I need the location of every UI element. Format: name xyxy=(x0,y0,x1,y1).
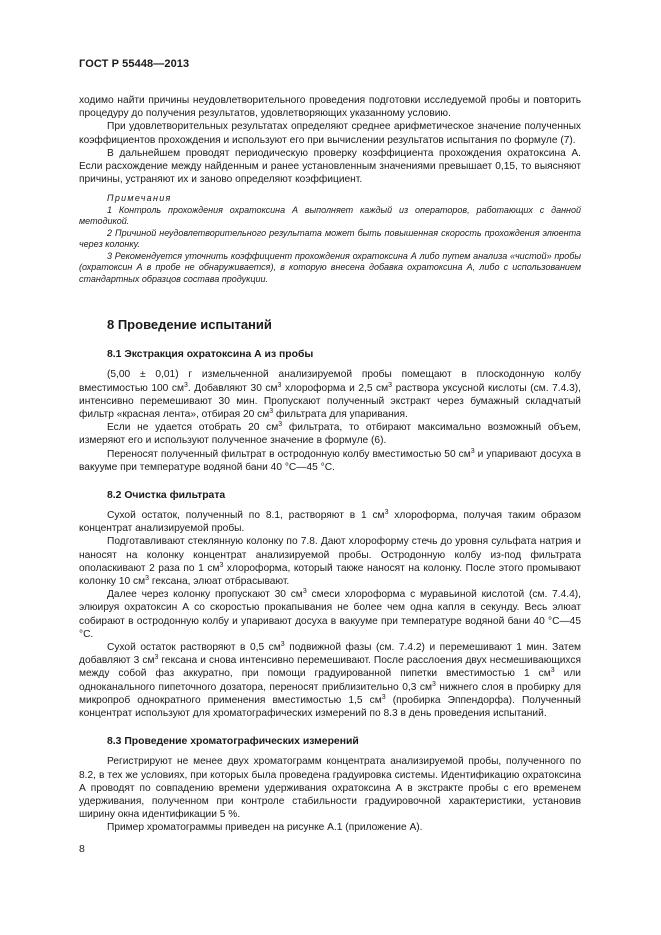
paragraph: Сухой остаток растворяют в 0,5 $см^3$ подвижной фазы (см. 7.4.2) и перемешивают 1 мин. Затем добавляют 3 $см^3$ гексана и снова интенсивно перемешивают. После расслоения двух несмешивающихся между собой фаз аккуратно, при помощи градуированной пипетки вместимостью 1 $см^3$ или одноканального пипеточного дозатора, переносят приблизительно 0,3 $см^3$ нижнего слоя в пробирку для микропроб однократного применения вместимостью 1,5 $см^3$ (пробирка Эппендорфа). Полученный концентрат используют для хроматографических измерений по 8.3 в день проведения испытаний. xyxy=(79,641,582,720)
paragraph: Регистрируют не менее двух хроматограмм концентрата анализируемой пробы, полученного по 8.2, в тех же условиях, при которых была проведена градуировка системы. Идентификацию охратоксина А проводят по совпадению времени удерживания охратоксина А в экстракте пробы с его временем удерживания, полученном при контроле стабильности градуировочной характеристики, установив ширину окна идентификации 5 %. xyxy=(79,756,581,821)
note-item: 2 Причиной неудовлетворительного результата может быть повышенная скорость прохождения элюента через колонку. xyxy=(79,227,581,250)
subsection-title: 8.3 Проведение хроматографических измерений xyxy=(107,736,359,748)
notes-title: Примечания xyxy=(107,193,172,204)
paragraph: (5,00 ± 0,01) г измельченной анализируемой пробы помещают в плоскодонную колбу вместимостью 100 $см^3$. Добавляют 30 $см^3$ хлороформа и 2,5 $см^3$ раствора уксусной кислоты (см. 7.4.3), интенсивно перемешивают 30 мин. Пропускают полученный экстракт через бумажный складчатый фильтр «красная лента», отбирая 20 $см^3$ фильтрата для упаривания. xyxy=(79,369,581,421)
section-title: 8 Проведение испытаний xyxy=(107,317,272,333)
document-header: ГОСТ Р 55448—2013 xyxy=(79,58,190,70)
paragraph: Переносят полученный фильтрат в остродонную колбу вместимостью 50 $см^3$ и упаривают досуха в вакууме при температуре водяной бани 40 °С—45 °С. xyxy=(79,447,581,473)
page-content xyxy=(79,94,581,835)
subsection-title: 8.2 Очистка фильтрата xyxy=(107,490,226,502)
paragraph: Сухой остаток, полученный по 8.1, растворяют в 1 $см^3$ хлороформа, получая таким образом концентрат анализируемой пробы. xyxy=(79,509,581,535)
paragraph: ходимо найти причины неудовлетворительного проведения подготовки исследуемой пробы и повторить процедуру до получения результатов, удовлетворяющих указанному условию. xyxy=(79,95,581,120)
notes-block xyxy=(79,193,581,285)
paragraph: В дальнейшем проводят периодическую проверку коэффициента прохождения охратоксина А. Если расхождение между найденным и ранее установленным значениями превышает 0,15, то выясняют причины, устраняют их и заново определяют коэффициент. xyxy=(79,147,581,186)
paragraph: Подготавливают стеклянную колонку по 7.8. Дают хлороформу стечь до уровня сульфата натрия и наносят на колонку концентрат анализируемой пробы. Остродонную колбу из-под фильтрата ополаскивают 2 раза по 1 $см^3$ хлороформа, который также наносят на колонку. После этого промывают колонку 10 $см^3$ гексана, элюат отбрасывают. xyxy=(79,536,582,588)
paragraph: Пример хроматограммы приведен на рисунке А.1 (приложение А). xyxy=(107,822,423,834)
paragraph: Далее через колонку пропускают 30 $см^3$ смеси хлороформа с муравьиной кислотой (см. 7.4.4), элюируя охратоксин А со скоростью прокапывания не более чем одна капля в секунду. Весь элюат собирают в остродонную колбу и упаривают досуха в вакууме при температуре водяной бани 40 °С—45 °С. xyxy=(79,588,581,640)
subsection-title: 8.1 Экстракция охратоксина А из пробы xyxy=(107,349,314,361)
paragraph: Если не удается отобрать 20 $см^3$ фильтрата, то отбирают максимально возможный объем, измеряют его и используют полученное значение в формуле (6). xyxy=(79,421,581,447)
page-number: 8 xyxy=(79,843,85,855)
paragraph: При удовлетворительных результатах определяют среднее арифметическое значение полученных коэффициентов прохождения и используют его при вычислении результатов испытания по формуле (7). xyxy=(79,121,581,146)
note-item: 1 Контроль прохождения охратоксина А выполняет каждый из операторов, работающих с данной методикой. xyxy=(79,204,581,227)
note-item: 3 Рекомендуется уточнить коэффициент прохождения охратоксина А либо путем анализа «чистой» пробы (охратоксин А в пробе не обнаруживается), в которую внесена добавка охратоксина А, либо с использованием стандартных образцов состава продукции. xyxy=(79,250,581,284)
